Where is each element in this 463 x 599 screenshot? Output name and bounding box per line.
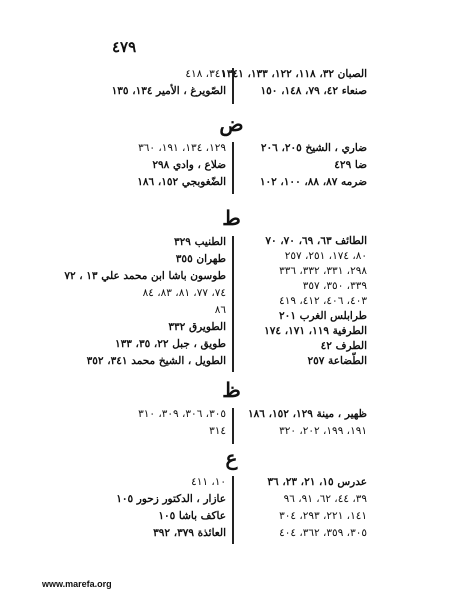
- index-entry: طرابلس الغرب ٢٠١: [279, 310, 367, 322]
- index-entry: عدرس ١٥، ٢١، ٢٣، ٣٦: [267, 476, 367, 488]
- index-entry: ١٠، ٤١١: [191, 476, 226, 488]
- column-divider: [232, 142, 234, 194]
- left-column: [76, 406, 226, 440]
- section-letter-ain: ع: [225, 446, 238, 470]
- column-divider: [232, 236, 234, 372]
- right-column: [221, 66, 367, 100]
- index-section-za: [0, 406, 463, 446]
- index-section-sad: [0, 66, 463, 106]
- column-divider: [232, 476, 234, 544]
- index-entry: الصّويرغ ، الأمير ١٣٤، ١٣٥: [111, 85, 226, 97]
- left-column: [76, 474, 226, 542]
- index-entry: العائذة ٣٧٩، ٣٩٢: [153, 527, 226, 539]
- index-entry: ضاري ، الشيخ ٢٠٥، ٢٠٦: [260, 142, 367, 154]
- right-column: [235, 406, 367, 440]
- index-entry: الطويل ، الشيخ محمد ٣٤١، ٣٥٢: [86, 355, 226, 367]
- page-number: ٤٧٩: [112, 38, 137, 56]
- index-entry: ١٤١، ٢٢١، ٢٩٣، ٣٠٤: [279, 510, 367, 522]
- index-entry: الطرف ٤٢: [320, 340, 367, 352]
- index-entry: الصبان ٣٢، ١١٨، ١٢٢، ١٣٣، ١٣٤١: [221, 68, 367, 80]
- index-entry: الطّضاعة ٢٥٧: [307, 355, 367, 367]
- index-entry: طوسون باشا ابن محمد علي ١٣ ، ٧٢: [64, 270, 226, 282]
- index-entry: ضلاع ، وادي ٢٩٨: [152, 159, 226, 171]
- left-column: [76, 140, 226, 191]
- left-column: [64, 234, 226, 370]
- index-entry: الطنيب ٣٢٩: [174, 236, 226, 248]
- index-section-dad: [0, 140, 463, 196]
- index-entry: ٨٠، ١٧٤، ٢٥١، ٢٥٧: [284, 250, 367, 262]
- column-divider: [232, 408, 234, 444]
- index-section-ain: [0, 474, 463, 546]
- index-entry: الطويرق ٣٣٢: [168, 321, 226, 333]
- section-letter-dad: ض: [219, 112, 244, 136]
- left-column: [76, 66, 226, 100]
- index-entry: ضرمه ٨٧، ٨٨، ١٠٠، ١٠٢: [259, 176, 367, 188]
- index-entry: ٣١٤: [209, 425, 226, 437]
- index-entry: ٢٩٨، ٣٣١، ٣٣٢، ٣٣٦: [279, 265, 367, 277]
- index-entry: ضا ٤٢٩: [334, 159, 367, 171]
- index-entry: عازار ، الدكتور زحور ١٠٥: [116, 493, 226, 505]
- index-entry: ٣٣٩، ٣٥٠، ٣٥٧: [302, 280, 367, 292]
- index-entry: ٣٠٥، ٣٥٩، ٣٦٢، ٤٠٤: [279, 527, 367, 539]
- index-entry: ٣٠٥، ٣٠٦، ٣٠٩، ٣١٠: [138, 408, 226, 420]
- footer-url[interactable]: www.marefa.org: [42, 579, 112, 589]
- index-entry: عاكف باشا ١٠٥: [158, 510, 226, 522]
- index-entry: ١٩١، ١٩٩، ٢٠٢، ٣٢٠: [279, 425, 367, 437]
- index-entry: ٧٤، ٧٧، ٨١، ٨٣، ٨٤: [142, 287, 226, 299]
- right-column: [235, 140, 367, 191]
- right-column: [235, 474, 367, 542]
- index-entry: الضّغوبجي ١٥٢، ١٨٦: [137, 176, 226, 188]
- index-entry: صنعاء ٤٢، ٧٩، ١٤٨، ١٥٠: [260, 85, 367, 97]
- index-entry: الطرفية ١١٩، ١٧١، ١٧٤: [264, 325, 367, 337]
- index-section-ta: [0, 234, 463, 374]
- index-entry: ٤٠٣، ٤٠٦، ٤١٢، ٤١٩: [279, 295, 367, 307]
- index-entry: طويق ، جبل ٢٢، ٣٥، ١٣٣: [114, 338, 226, 350]
- right-column: [235, 234, 367, 369]
- index-entry: ٨٦: [214, 304, 226, 316]
- index-entry: طهران ٣٥٥: [175, 253, 226, 265]
- section-letter-za: ظ: [222, 378, 241, 402]
- index-entry: ظهير ، مينة ١٢٩، ١٥٢، ١٨٦: [248, 408, 367, 420]
- index-entry: ٣٤١، ٤١٨: [185, 68, 226, 80]
- index-entry: ٣٩، ٤٤، ٦٢، ٩١، ٩٦: [283, 493, 367, 505]
- section-letter-ta: ط: [222, 206, 241, 230]
- index-entry: ١٢٩، ١٣٤، ١٩١، ٣٦٠: [138, 142, 226, 154]
- index-entry: الطائف ٦٣، ٦٩، ٧٠، ٧٠: [265, 235, 367, 247]
